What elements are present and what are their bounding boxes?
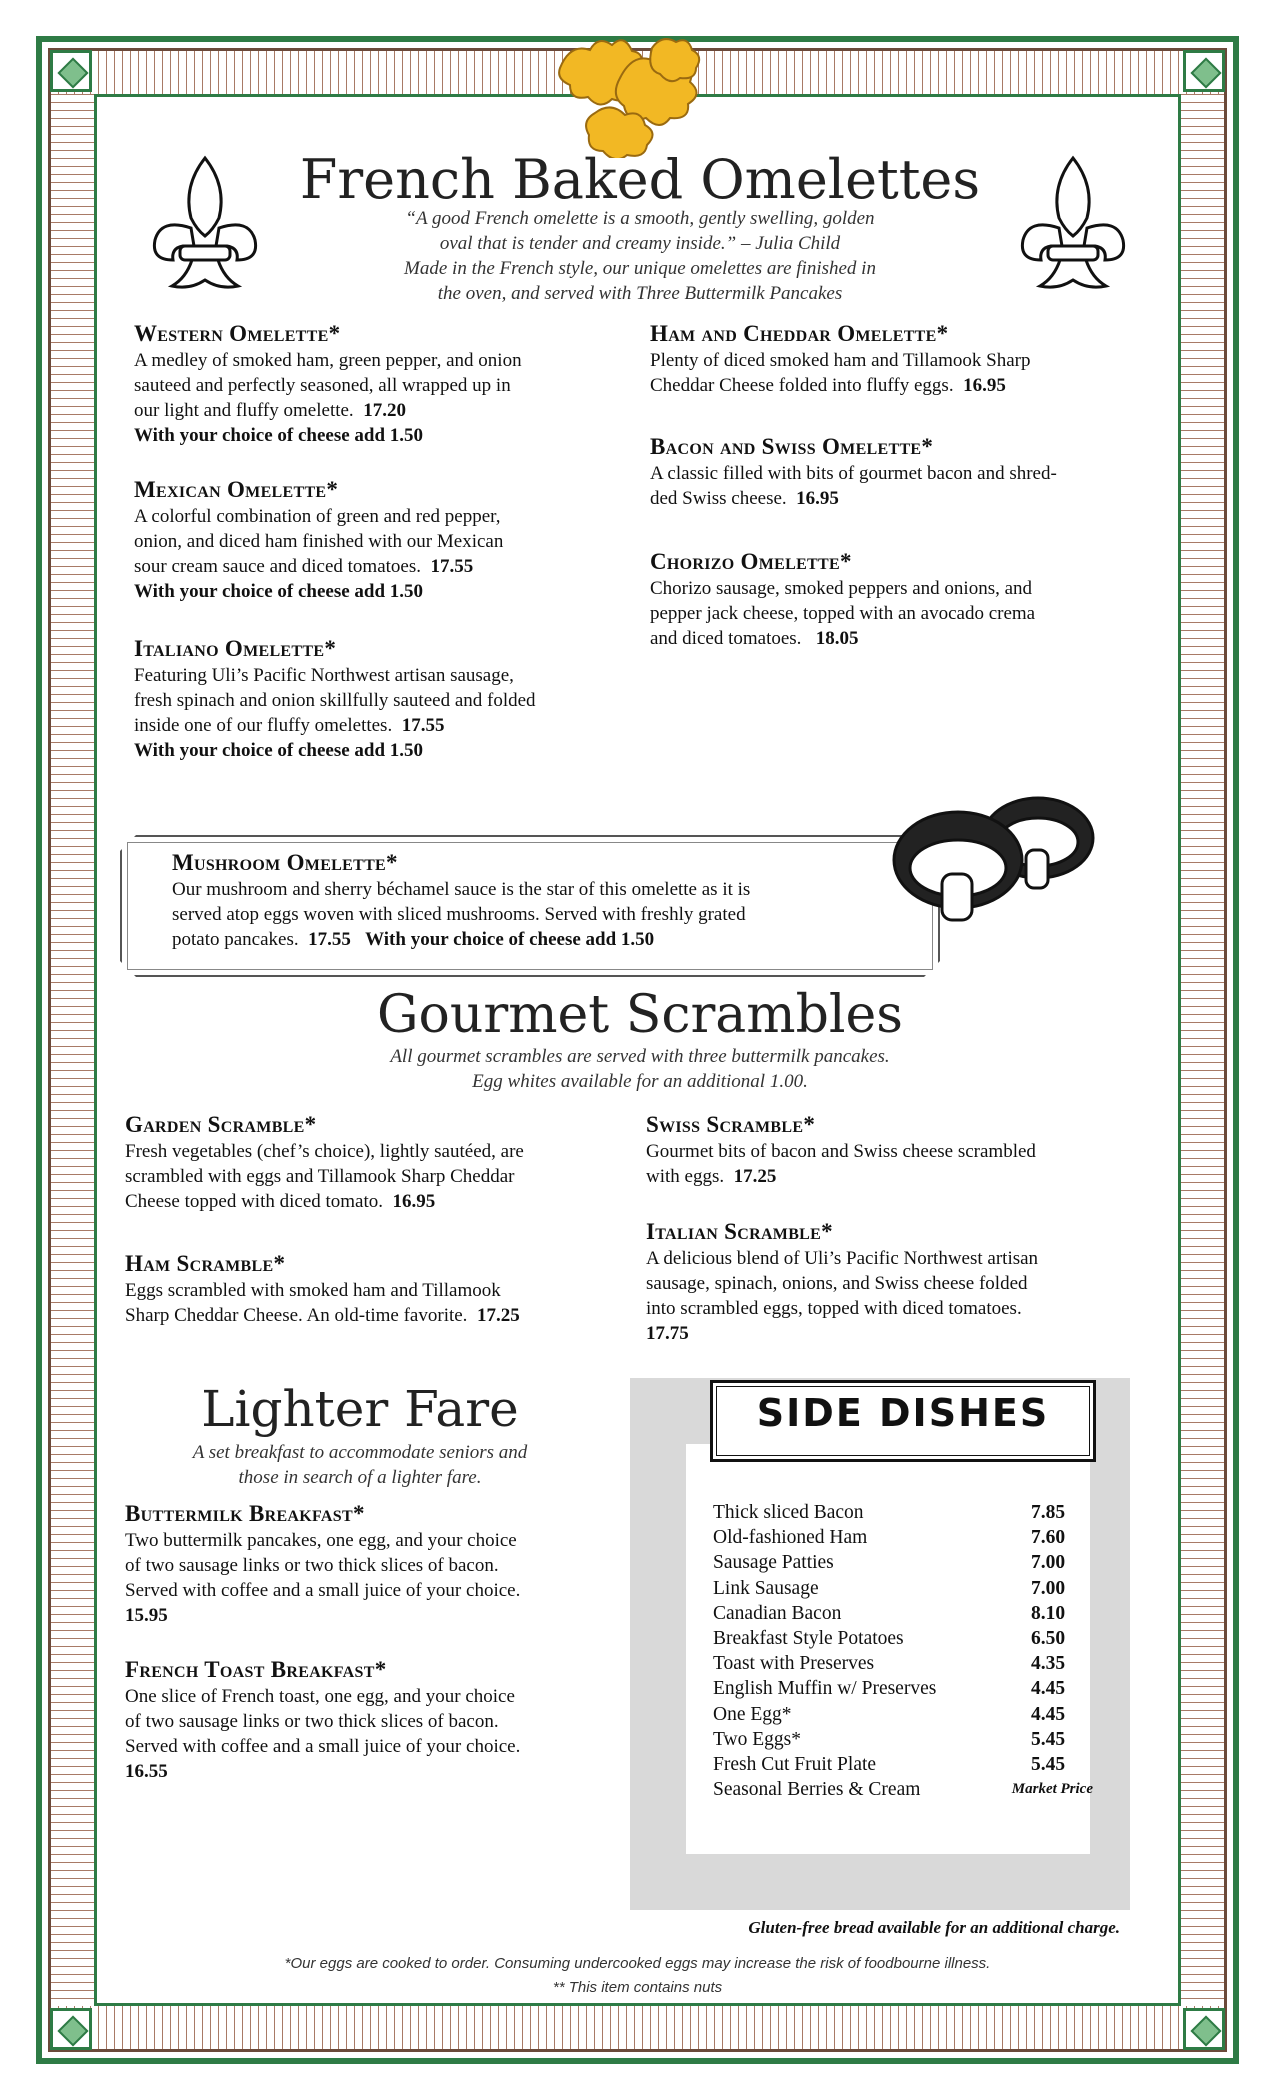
egg-disclaimer: *Our eggs are cooked to order. Consuming undercooked eggs may increase the risk of foodbourne illness. <box>284 1955 991 1972</box>
corner-ornament <box>1183 50 1225 92</box>
price: 17.25 <box>476 1305 520 1326</box>
list-item: Toast with Preserves 4.35 <box>713 1653 1066 1675</box>
price: 17.25 <box>733 1166 777 1187</box>
menu-item-garden-scramble: Garden Scramble* Fresh vegetables (chef’s choice), lightly sautéed, are scrambled with eggs and Tillamook Sharp Cheddar Cheese topped with diced tomato. 16.95 <box>125 1112 524 1212</box>
corner-ornament <box>50 50 92 92</box>
nuts-disclaimer: ** This item contains nuts <box>552 1979 723 1996</box>
list-item: Breakfast Style Potatoes 6.50 <box>713 1628 1066 1650</box>
section-title-omelettes: French Baked Omelettes <box>299 148 981 211</box>
price: 16.55 <box>125 1761 168 1782</box>
price: 17.75 <box>646 1323 689 1344</box>
menu-item-swiss-scramble: Swiss Scramble* Gourmet bits of bacon and Swiss cheese scrambled with eggs. 17.25 <box>646 1112 1036 1187</box>
price: 17.55 <box>401 715 445 736</box>
price: 17.55 <box>430 556 474 577</box>
menu-item-mushroom-omelette: Mushroom Omelette* Our mushroom and sherry béchamel sauce is the star of this omelette as it is served atop eggs woven with sliced mushrooms. Served with freshly grated potato pancakes. 17.55 With your choice of cheese add 1.50 <box>172 850 751 950</box>
frame-right-band <box>1181 94 1224 2006</box>
list-item: Seasonal Berries & Cream Market Price <box>713 1779 1093 1801</box>
list-item: Canadian Bacon 8.10 <box>713 1602 1066 1624</box>
mushrooms-icon <box>888 790 1098 930</box>
list-item: English Muffin w/ Preserves 4.45 <box>713 1678 1066 1700</box>
lighter-fare-note: A set breakfast to accommodate seniors and those in search of a lighter fare. <box>192 1442 528 1488</box>
menu-item-italiano-omelette: Italiano Omelette* Featuring Uli’s Pacific Northwest artisan sausage, fresh spinach and onion skillfully sauteed and folded inside one of our fluffy omelettes. 17.55 With your choice of cheese add 1.50 <box>134 636 536 761</box>
menu-item-western-omelette: Western Omelette* A medley of smoked ham, green pepper, and onion sauteed and perfectly seasoned, all wrapped up in our light and fluffy omelette. 17.20 With your choice of cheese add 1.50 <box>134 321 522 446</box>
list-item: Thick sliced Bacon 7.85 <box>713 1502 1066 1523</box>
menu-item-ham-scramble: Ham Scramble* Eggs scrambled with smoked ham and Tillamook Sharp Cheddar Cheese. An old-time favorite. 17.25 <box>125 1251 520 1326</box>
section-title-scrambles: Gourmet Scrambles <box>377 985 903 1045</box>
side-dishes-title: SIDE DISHES <box>756 1391 1050 1435</box>
price: 18.05 <box>815 628 859 649</box>
menu-item-chorizo-omelette: Chorizo Omelette* Chorizo sausage, smoked peppers and onions, and pepper jack cheese, topped with an avocado crema and diced tomatoes. 18.05 <box>650 549 1036 649</box>
price: 16.95 <box>796 488 839 509</box>
corner-ornament <box>1183 2008 1225 2050</box>
corner-ornament <box>50 2008 92 2050</box>
section-title-lighter-fare: Lighter Fare <box>201 1380 519 1438</box>
menu-item-bacon-swiss-omelette: Bacon and Swiss Omelette* A classic filled with bits of gourmet bacon and shred- ded Swiss cheese. 16.95 <box>650 434 1057 509</box>
list-item: Sausage Patties 7.00 <box>713 1552 1066 1574</box>
oak-leaves-icon <box>540 28 715 158</box>
gluten-free-note: Gluten-free bread available for an additional charge. <box>748 1918 1120 1937</box>
scramble-note: All gourmet scrambles are served with three buttermilk pancakes. Egg whites available for an additional 1.00. <box>390 1046 890 1092</box>
side-dishes-list <box>713 1500 1093 1802</box>
menu-item-french-toast-breakfast: French Toast Breakfast* One slice of French toast, one egg, and your choice of two sausage links or two thick slices of bacon. Served with coffee and a small juice of your choice. 16.55 <box>125 1656 645 1784</box>
list-item: One Egg* 4.45 <box>713 1703 1066 1725</box>
fleur-de-lis-icon <box>1018 150 1128 300</box>
menu-item-ham-cheddar-omelette: Ham and Cheddar Omelette* Plenty of diced smoked ham and Tillamook Sharp Cheddar Cheese folded into fluffy eggs. 16.95 <box>650 321 1031 396</box>
menu-item-mexican-omelette: Mexican Omelette* A colorful combination of green and red pepper, onion, and diced ham finished with our Mexican sour cream sauce and diced tomatoes. 17.55 With your choice of cheese add 1.50 <box>134 477 504 602</box>
menu-item-buttermilk-breakfast: Buttermilk Breakfast* Two buttermilk pancakes, one egg, and your choice of two sausage links or two thick slices of bacon. Served with coffee and a small juice of your choice. 15.95 <box>125 1500 645 1628</box>
frame-left-band <box>51 94 94 2006</box>
list-item: Link Sausage 7.00 <box>713 1577 1066 1599</box>
omelette-quote: “A good French omelette is a smooth, gently swelling, golden oval that is tender and creamy inside.” – Julia Child Made in the French style, our unique omelettes are finished in the oven, and served with Three Buttermilk Pancakes <box>404 208 876 304</box>
list-item: Old-fashioned Ham 7.60 <box>713 1527 1066 1549</box>
price: 17.55 <box>308 929 351 950</box>
price: 16.95 <box>963 375 1006 396</box>
fleur-de-lis-icon <box>150 150 260 300</box>
price: 17.20 <box>363 400 406 421</box>
menu-item-italian-scramble: Italian Scramble* A delicious blend of Uli’s Pacific Northwest artisan sausage, spinach, onions, and Swiss cheese folded into scrambled eggs, topped with diced tomatoes. 17.75 <box>646 1218 1166 1346</box>
list-item: Fresh Cut Fruit Plate 5.45 <box>713 1754 1066 1776</box>
list-item: Two Eggs* 5.45 <box>713 1728 1066 1750</box>
price: 16.95 <box>392 1191 436 1212</box>
price: 15.95 <box>125 1605 168 1626</box>
